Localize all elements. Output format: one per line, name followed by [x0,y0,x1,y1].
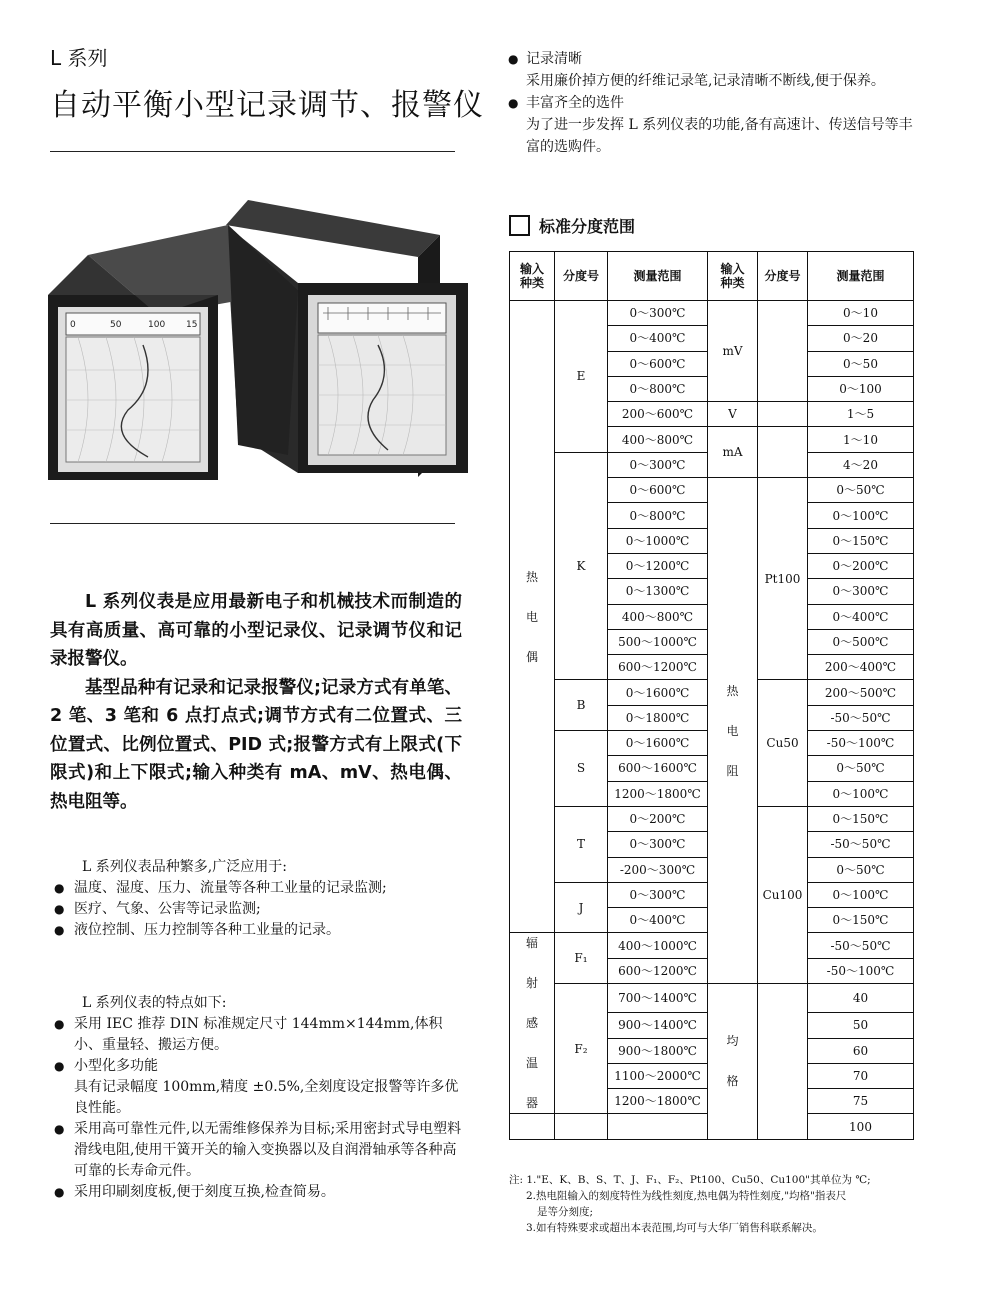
range-cell: 0～150℃ [808,806,914,831]
intro-text [50,588,462,816]
empty-cell [510,1114,555,1139]
range-cell: 200～400℃ [808,655,914,680]
table-notes [509,1172,929,1236]
range-cell: 200～600℃ [608,402,708,427]
range-cell: 900～1400℃ [608,1013,708,1038]
range-cell: 0～200℃ [608,806,708,831]
table-row [510,301,914,326]
feature-item: ● 采用 IEC 推荐 DIN 标准规定尺寸 144mm×144mm,体积小、重量轻、搬运方便。 [52,1014,464,1056]
page-title: 自动平衡小型记录调节、报警仪 [50,88,484,123]
empty-cell [758,984,808,1140]
feature-item [52,1056,464,1077]
code-cell: Pt100 [758,478,808,680]
range-cell: 0～800℃ [608,503,708,528]
note-line: 2.热电阻输入的刻度特性为线性刻度,热电偶为特性刻度,"均格"指表尺 [526,1190,847,1202]
range-cell: -50～100℃ [808,958,914,983]
code-cell: F₂ [555,984,608,1114]
range-cell: 4～20 [808,452,914,477]
range-cell: 0～1200℃ [608,553,708,578]
scale-label-0: 0 [70,320,76,330]
range-cell: 0～100 [808,376,914,401]
range-cell: 600～1200℃ [608,958,708,983]
code-cell: Cu100 [758,806,808,983]
empty-cell [608,1114,708,1139]
feature-desc: 具有记录幅度 100mm,精度 ±0.5%,全刻度设定报警等许多优良性能。 [74,1079,459,1116]
application-item: ● 医疗、气象、公害等记录监测; [52,899,462,920]
range-cell: 0～1600℃ [608,680,708,705]
range-cell: 0～50 [808,351,914,376]
input-type-cell: 热 电 偶 [510,301,555,933]
header-cell: 测量范围 [808,252,914,301]
features-lead: L 系列仪表的特点如下: [82,995,227,1011]
empty-cell [758,427,808,478]
code-cell: K [555,452,608,680]
application-item: ● 温度、湿度、压力、流量等各种工业量的记录监测; [52,878,462,899]
range-cell: 0～10 [808,301,914,326]
scale-label-50: 50 [110,320,122,330]
range-cell: 700～1400℃ [608,984,708,1013]
range-cell: 1～10 [808,427,914,452]
range-cell: 600～1600℃ [608,756,708,781]
empty-cell [758,301,808,402]
code-cell: S [555,731,608,807]
photo-divider [50,523,455,524]
feature-item: ● 采用高可靠性元件,以无需维修保养为目标;采用密封式导电塑料滑线电阻,使用干簧开关的输入变换器以及自润滑轴承等各种高可靠的长寿命元件。 [52,1119,464,1182]
range-cell: 400～800℃ [608,604,708,629]
input-type-cell: 均 格 [708,984,758,1140]
input-type-cell: mV [708,301,758,402]
range-cell: 0～50℃ [808,857,914,882]
feature-item: ● 采用印刷刻度板,便于刻度互换,检查简易。 [52,1182,464,1203]
code-cell: J [555,882,608,933]
right-feature-item [508,48,918,92]
range-cell: 50 [808,1013,914,1038]
range-cell: -50～100℃ [808,731,914,756]
range-cell: 0～100℃ [808,781,914,806]
intro-paragraph-1: L 系列仪表是应用最新电子和机械技术而制造的具有高质量、高可靠的小型记录仪、记录调节仪和记录报警仪。 [50,592,462,669]
range-cell: 0～1600℃ [608,731,708,756]
range-cell: 1～5 [808,402,914,427]
right-features [508,48,918,158]
top-divider [50,151,455,152]
right-feature-title: 丰富齐全的选件 [526,95,624,111]
range-cell: 0～400℃ [608,908,708,933]
features-section [52,993,464,1203]
range-cell: 70 [808,1063,914,1088]
range-cell: 0～300℃ [608,452,708,477]
series-label: L 系列 [50,46,108,70]
range-cell: 0～300℃ [608,301,708,326]
header-cell: 分度号 [758,252,808,301]
range-cell: 0～100℃ [808,882,914,907]
range-cell: 1200～1800℃ [608,781,708,806]
range-cell: 400～1000℃ [608,933,708,958]
header-cell: 测量范围 [608,252,708,301]
note-line: 是等分刻度; [537,1206,594,1218]
input-type-cell: 辐 射 感 温 器 [510,933,555,1114]
table-header-row [510,252,914,301]
code-cell: E [555,301,608,453]
range-cell: 40 [808,984,914,1013]
range-cell: 75 [808,1089,914,1114]
range-cell: 0～800℃ [608,376,708,401]
range-cell: 0～600℃ [608,478,708,503]
feature-title: 小型化多功能 [74,1058,158,1074]
scale-label-15: 15 [186,320,198,330]
intro-paragraph-2: 基型品种有记录和记录报警仪;记录方式有单笔、2 笔、3 笔和 6 点打点式;调节方式有二位置式、三位置式、比例位置式、PID 式;报警方式有上限式(下限式)和上下限式;输入种类有 mA、mV、热电偶、热电阻等。 [50,677,462,812]
scale-label-100: 100 [148,320,166,330]
section-title: 标准分度范围 [539,217,636,236]
range-cell: 900～1800℃ [608,1038,708,1063]
range-cell: 0～50℃ [808,478,914,503]
range-cell: 1200～1800℃ [608,1089,708,1114]
range-cell: 200～500℃ [808,680,914,705]
range-cell: 500～1000℃ [608,629,708,654]
left-instrument [48,225,298,480]
note-line: 3.如有特殊要求或超出本表范围,均可与大华厂销售科联系解决。 [526,1222,823,1234]
range-cell: 0～300℃ [608,832,708,857]
range-cell: 0～150℃ [808,908,914,933]
input-type-cell: V [708,402,758,427]
right-feature-item [508,92,918,158]
applications-section [52,857,462,941]
range-cell: 60 [808,1038,914,1063]
code-cell: F₁ [555,933,608,984]
empty-cell [758,402,808,427]
note-line: 注: 1."E、K、B、S、T、J、F₁、F₂、Pt100、Cu50、Cu100"其单位为 ℃; [509,1174,871,1186]
range-cell: 0～50℃ [808,756,914,781]
code-cell: B [555,680,608,731]
spec-table [509,251,914,1140]
range-cell: 0～600℃ [608,351,708,376]
table-row [510,984,914,1013]
applications-lead: L 系列仪表品种繁多,广泛应用于: [82,859,287,875]
checkbox-square-icon [509,215,530,236]
range-cell: 0～100℃ [808,503,914,528]
header-cell: 输入 种类 [708,252,758,301]
range-cell: 0～400℃ [608,326,708,351]
input-type-cell: mA [708,427,758,478]
range-cell: 600～1200℃ [608,655,708,680]
application-item: ● 液位控制、压力控制等各种工业量的记录。 [52,920,462,941]
range-cell: 0～1300℃ [608,579,708,604]
code-cell: Cu50 [758,680,808,806]
range-cell: 400～800℃ [608,427,708,452]
range-cell: 0～200℃ [808,553,914,578]
range-cell: 0～20 [808,326,914,351]
range-cell: -50～50℃ [808,832,914,857]
range-cell: 0～1800℃ [608,705,708,730]
header-cell: 分度号 [555,252,608,301]
range-cell: 0～300℃ [808,579,914,604]
right-feature-title: 记录清晰 [526,51,582,67]
product-photo [48,195,468,485]
range-cell: 0～500℃ [808,629,914,654]
range-cell: 1100～2000℃ [608,1063,708,1088]
range-cell: 0～400℃ [808,604,914,629]
range-cell: -50～50℃ [808,933,914,958]
range-cell: -200～300℃ [608,857,708,882]
right-feature-desc: 采用廉价掉方便的纤维记录笔,记录清晰不断线,便于保养。 [526,73,885,89]
range-cell: 0～300℃ [608,882,708,907]
right-feature-desc: 为了进一步发挥 L 系列仪表的功能,备有高速计、传送信号等丰富的选购件。 [526,117,913,155]
section-heading [509,214,635,237]
header-cell: 输入 种类 [510,252,555,301]
input-type-cell: 热 电 阻 [708,478,758,984]
range-cell: 0～1000℃ [608,528,708,553]
range-cell: 100 [808,1114,914,1139]
range-cell: -50～50℃ [808,705,914,730]
code-cell: T [555,806,608,882]
range-cell: 0～150℃ [808,528,914,553]
empty-cell [555,1114,608,1139]
